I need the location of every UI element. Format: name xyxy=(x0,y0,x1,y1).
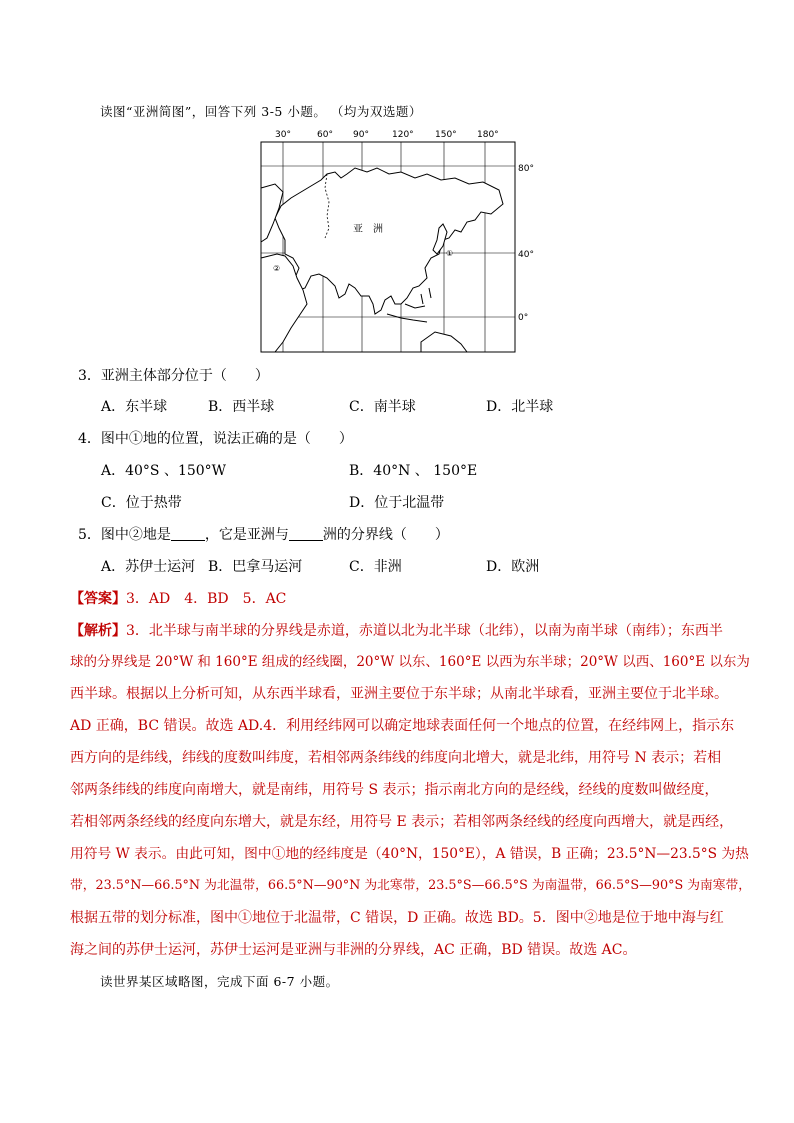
answer-line xyxy=(70,589,286,609)
q4-option-d[interactable]: D．位于北温带 xyxy=(349,495,445,511)
intro-text-1: 读图“亚洲简图”，回答下列 3-5 小题。 （均为双选题） xyxy=(100,104,422,119)
q3-option-b[interactable]: B．西半球 xyxy=(208,399,275,415)
intro-text-2: 读世界某区域略图，完成下面 6-7 小题。 xyxy=(100,974,339,989)
asia-map-svg xyxy=(255,128,540,354)
analysis-line-2: 球的分界线是 20°W 和 160°E 组成的经线圈，20°W 以东、160°E 以西为东半球；20°W 以西、160°E 以东为 xyxy=(70,654,750,670)
analysis-line-7: 若相邻两条经线的经度向东增大，就是东经，用符号 E 表示；若相邻两条经线的经度向西增大，就是西经， xyxy=(70,814,734,830)
analysis-line-6: 邻两条纬线的纬度向南增大，就是南纬，用符号 S 表示；指示南北方向的是经线，经线的度数叫做经度， xyxy=(70,782,719,798)
q5-stem-part-a: 5．图中②地是 xyxy=(78,527,171,543)
answer-tag: 【答案】 xyxy=(70,591,126,607)
q5-option-d[interactable]: D．欧洲 xyxy=(486,559,540,575)
marker-2: ② xyxy=(273,264,281,273)
marker-1: ① xyxy=(446,249,454,258)
analysis-line-10: 根据五带的划分标准，图中①地位于北温带，C 错误，D 正确。故选 BD。5．图中②地是位于地中海与红 xyxy=(70,910,724,926)
q3-option-a[interactable]: A．东半球 xyxy=(101,399,168,415)
q3-option-c[interactable]: C．南半球 xyxy=(349,399,416,415)
q5-blank-2 xyxy=(289,526,323,541)
asia-map xyxy=(255,128,540,354)
q5-stem-part-c: 洲的分界线（ ） xyxy=(322,527,449,543)
analysis-line-3: 西半球。根据以上分析可知，从东西半球看，亚洲主要位于东半球；从南北半球看，亚洲主要位于北半球。 xyxy=(70,686,728,702)
lon-label-120: 120° xyxy=(392,130,414,140)
q3-option-d[interactable]: D．北半球 xyxy=(486,399,554,415)
lat-label-80: 80° xyxy=(518,164,534,174)
asia-region-label: 亚 洲 xyxy=(353,224,383,235)
q4-option-b[interactable]: B．40°N 、 150°E xyxy=(349,463,478,479)
analysis-line-5: 西方向的是纬线，纬线的度数叫纬度，若相邻两条纬线的纬度向北增大，就是北纬，用符号 N 表示；若相 xyxy=(70,750,722,766)
lon-label-30: 30° xyxy=(275,130,291,140)
q5-stem xyxy=(78,525,449,545)
q5-option-c[interactable]: C．非洲 xyxy=(349,559,402,575)
q4-option-a[interactable]: A．40°S 、150°W xyxy=(101,463,227,479)
q4-option-c[interactable]: C．位于热带 xyxy=(101,495,182,511)
q3-stem: 3．亚洲主体部分位于（ ） xyxy=(78,368,269,384)
analysis-line-4: AD 正确，BC 错误。故选 AD.4．利用经纬网可以确定地球表面任何一个地点的位置，在经纬网上，指示东 xyxy=(70,718,735,734)
answer-text: 3．AD 4．BD 5．AC xyxy=(126,591,287,607)
q5-option-b[interactable]: B．巴拿马运河 xyxy=(208,559,303,575)
lat-label-0: 0° xyxy=(518,313,529,323)
lon-label-180: 180° xyxy=(477,130,499,140)
lon-label-60: 60° xyxy=(317,130,333,140)
analysis-line-11: 海之间的苏伊士运河，苏伊士运河是亚洲与非洲的分界线，AC 正确，BD 错误。故选 AC。 xyxy=(70,942,637,958)
q4-stem: 4．图中①地的位置，说法正确的是（ ） xyxy=(78,431,353,447)
q5-option-a[interactable]: A．苏伊士运河 xyxy=(101,559,196,575)
q5-blank-1 xyxy=(171,526,205,541)
analysis-line-1 xyxy=(70,621,723,641)
analysis-line-9: 带，23.5°N—66.5°N 为北温带，66.5°N—90°N 为北寒带，23.5°S—66.5°S 为南温带，66.5°S—90°S 为南寒带， xyxy=(70,878,752,893)
analysis-tag: 【解析】 xyxy=(70,623,126,639)
q5-stem-part-b: ，它是亚洲与 xyxy=(204,527,289,543)
analysis-text-1: 3．北半球与南半球的分界线是赤道，赤道以北为北半球（北纬），以南为南半球（南纬）；东西半 xyxy=(126,623,723,639)
lon-label-150: 150° xyxy=(435,130,457,140)
lat-label-40: 40° xyxy=(518,250,534,260)
analysis-line-8: 用符号 W 表示。由此可知，图中①地的经纬度是（40°N，150°E），A 错误，B 正确；23.5°N—23.5°S 为热 xyxy=(70,846,749,862)
lon-label-90: 90° xyxy=(353,130,369,140)
